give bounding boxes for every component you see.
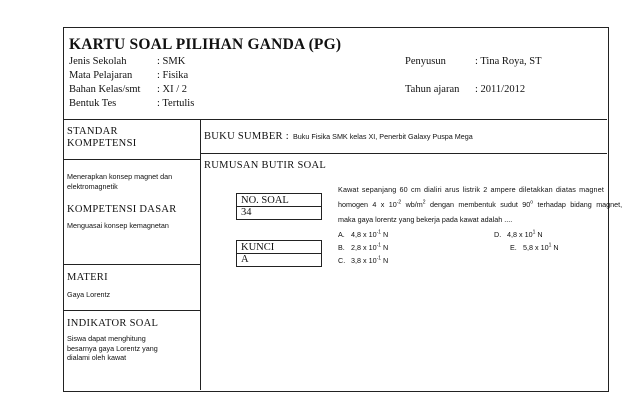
header-label: Bahan Kelas/smt — [69, 84, 141, 95]
option-base: 2,8 x 10 — [351, 243, 377, 252]
option-exp: -1 — [376, 229, 382, 236]
question-line3: maka gaya lorentz yang bekerja pada kawat adalah .... — [338, 215, 513, 224]
question-exp2: 2 — [422, 199, 426, 206]
divider-materi — [64, 310, 200, 311]
divider-standar — [64, 159, 200, 160]
option-exp: -1 — [376, 242, 382, 249]
option-key: D. — [494, 230, 502, 239]
kunci-value: A — [241, 254, 249, 265]
materi-text: Gaya Lorentz — [67, 290, 111, 299]
option-unit: N — [551, 243, 559, 252]
question-line2b: wb/m — [401, 200, 423, 209]
question-line2 — [338, 199, 623, 209]
kunci-label: KUNCI — [237, 241, 321, 254]
header-value: : Fisika — [157, 70, 189, 81]
standar-text-line1: Menerapkan konsep magnet dan — [67, 172, 173, 181]
option-d — [494, 230, 543, 239]
indikator-text — [67, 334, 158, 363]
option-base: 5,8 x 10 — [523, 243, 549, 252]
divider-kompetensi-dasar — [64, 264, 200, 265]
indikator-heading: INDIKATOR SOAL — [67, 318, 159, 329]
kompetensi-dasar-heading: KOMPETENSI DASAR — [67, 204, 177, 215]
buku-sumber — [204, 126, 473, 144]
header-label: Bentuk Tes — [69, 98, 117, 109]
header-label: Jenis Sekolah — [69, 56, 127, 67]
option-c — [338, 256, 388, 265]
rumusan-heading: RUMUSAN BUTIR SOAL — [204, 160, 327, 171]
no-soal-box — [236, 193, 322, 220]
header-label: Mata Pelajaran — [69, 70, 133, 81]
indikator-text-line2: besarnya gaya Lorentz yang — [67, 343, 158, 353]
standar-heading — [67, 126, 137, 150]
header-right — [405, 55, 542, 97]
option-unit: N — [381, 230, 389, 239]
materi-heading: MATERI — [67, 272, 108, 283]
question-text — [338, 185, 623, 224]
buku-sumber-text: Buku Fisika SMK kelas XI, Penerbit Galaxy Puspa Mega — [293, 132, 473, 141]
option-base: 4,8 x 10 — [507, 230, 533, 239]
option-base: 4,8 x 10 — [351, 230, 377, 239]
header-value: : Tertulis — [157, 98, 195, 109]
header-row-bahan-kelas — [69, 83, 194, 97]
question-line2d: terhadap bidang magnet, — [533, 200, 623, 209]
option-unit: N — [381, 256, 389, 265]
no-soal-value: 34 — [241, 207, 252, 218]
option-base: 3,8 x 10 — [351, 256, 377, 265]
option-key: B. — [338, 243, 345, 252]
header-row-jenis-sekolah — [69, 55, 194, 69]
header-value: : 2011/2012 — [475, 84, 526, 95]
question-exp3: o — [530, 199, 534, 206]
header-row-bentuk-tes — [69, 97, 194, 111]
question-line2c: dengan membentuk sudut 90 — [425, 200, 531, 209]
question-line2a: homogen 4 x 10 — [338, 200, 397, 209]
header-row-mata-pelajaran — [69, 69, 194, 83]
standar-heading-line1: STANDAR — [67, 126, 118, 137]
header-label: Penyusun — [405, 56, 446, 67]
no-soal-label: NO. SOAL — [237, 194, 321, 207]
indikator-text-line1: Siswa dapat menghitung — [67, 334, 146, 343]
question-line1: Kawat sepanjang 60 cm dialiri arus listrik 2 ampere diletakkan diatas magnet — [338, 185, 604, 194]
buku-sumber-label: BUKU SUMBER : — [204, 131, 289, 142]
option-key: A. — [338, 230, 345, 239]
header-left — [69, 55, 194, 111]
header-value: : SMK — [157, 56, 186, 67]
header-row-tahun-ajaran — [405, 83, 542, 97]
option-exp: 1 — [548, 242, 552, 249]
question-exp1: -2 — [396, 199, 402, 206]
divider-column — [200, 119, 201, 390]
question-card — [63, 27, 623, 392]
header-value: : XI / 2 — [157, 84, 188, 95]
option-b — [338, 243, 388, 252]
option-a — [338, 230, 388, 239]
kompetensi-dasar-text: Menguasai konsep kemagnetan — [67, 221, 169, 230]
option-unit: N — [535, 230, 543, 239]
header-label: Tahun ajaran — [405, 84, 460, 95]
card-title: KARTU SOAL PILIHAN GANDA (PG) — [69, 36, 342, 53]
standar-text-line2: elektromagnetik — [67, 181, 118, 191]
option-exp: 1 — [532, 229, 536, 236]
option-key: E. — [510, 243, 517, 252]
option-key: C. — [338, 256, 346, 265]
standar-heading-line2: KOMPETENSI — [67, 138, 137, 149]
standar-text — [67, 172, 172, 191]
option-unit: N — [381, 243, 389, 252]
divider-header — [64, 119, 607, 120]
indikator-text-line3: dialami oleh kawat — [67, 353, 127, 362]
header-value: : Tina Roya, ST — [475, 56, 542, 67]
kunci-box — [236, 240, 322, 267]
divider-buku-sumber — [200, 153, 607, 154]
option-e — [510, 243, 559, 252]
header-row-penyusun — [405, 55, 542, 69]
option-exp: -1 — [376, 255, 382, 262]
